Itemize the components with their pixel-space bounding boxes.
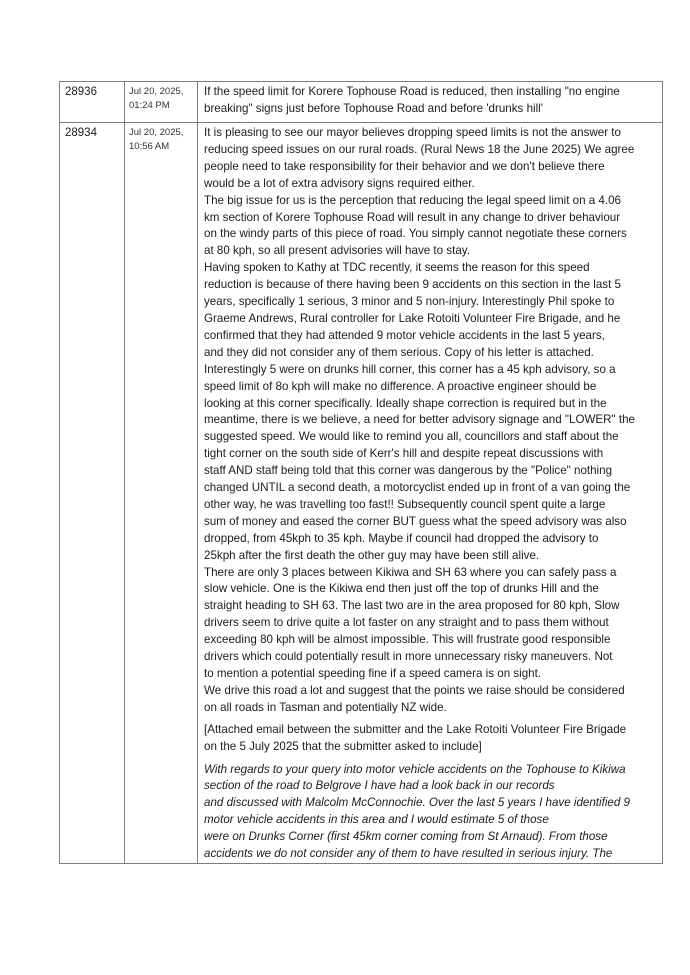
text-line: years, specifically 1 serious, 3 minor and 5 non-injury. Interestingly Phil spoke to bbox=[204, 295, 615, 309]
submission-date: Jul 20, 2025, bbox=[129, 86, 184, 97]
text-line: tight corner on the south side of Kerr's hill and despite repeat discussions with bbox=[204, 447, 604, 461]
text-line: to mention a potential speeding fine if a speed camera is on sight. bbox=[204, 667, 542, 680]
submission-id: 28936 bbox=[65, 86, 97, 98]
text-line: reduction is because of there having been 9 accidents on this section in the last 5 bbox=[204, 278, 621, 292]
submission-id: 28934 bbox=[65, 127, 97, 139]
text-line: drivers seem to drive quite a lot faster on any straight and to pass them without bbox=[204, 616, 609, 630]
text-line: on the 5 July 2025 that the submitter asked to include] bbox=[204, 739, 482, 753]
text-line: exceeding 80 kph will be almost impossible. This will frustrate good responsible bbox=[204, 633, 611, 647]
text-line: looking at this corner specifically. Ideally shape correction is required but in the bbox=[204, 396, 607, 410]
submission-date-cell bbox=[125, 82, 198, 123]
text-line: The big issue for us is the perception that reducing the legal speed limit on a 4.06 bbox=[204, 193, 621, 207]
text-line: motor vehicle accidents in this area and I would estimate 5 of those bbox=[204, 813, 549, 827]
table-row bbox=[60, 123, 663, 864]
text-line: Having spoken to Kathy at TDC recently, it seems the reason for this speed bbox=[204, 261, 590, 275]
submission-id-cell bbox=[60, 82, 125, 123]
text-line: There are only 3 places between Kikiwa and SH 63 where you can safely pass a bbox=[204, 565, 617, 579]
text-line: would be a lot of extra advisory signs required either. bbox=[204, 176, 475, 190]
text-line: section of the road to Belgrove I have had a look back in our records bbox=[204, 779, 555, 793]
text-line: 25kph after the first death the other guy may have been still alive. bbox=[204, 548, 540, 562]
submission-datetime bbox=[125, 123, 197, 154]
submission-date-cell bbox=[125, 123, 198, 864]
submissions-table bbox=[59, 81, 663, 864]
text-line: It is pleasing to see our mayor believes dropping speed limits is not the answer to bbox=[204, 126, 621, 139]
text-line: other way, he was travelling too fast!! Subsequently council spent quite a large bbox=[204, 497, 606, 511]
text-line: slow vehicle. One is the Kikiwa end then just off the top of drunks Hill and the bbox=[204, 582, 599, 596]
submission-text-cell bbox=[198, 123, 663, 864]
submission-text bbox=[198, 82, 662, 118]
text-line: [Attached email between the submitter and the Lake Rotoiti Volunteer Fire Brigade bbox=[204, 722, 627, 736]
text-line: reducing speed issues on our rural roads. (Rural News 18 the June 2025) We agree bbox=[204, 142, 635, 156]
text-line: meantime, there is we believe, a need for better advisory signage and "LOWER" the bbox=[204, 413, 635, 427]
text-line: straight heading to SH 63. The last two are in the area proposed for 80 kph, Slow bbox=[204, 599, 620, 613]
submission-time: 10:56 AM bbox=[129, 141, 170, 152]
submission-main-text bbox=[204, 125, 658, 717]
submission-date: Jul 20, 2025, bbox=[129, 127, 184, 138]
text-line: at 80 kph, so all present advisories will have to stay. bbox=[204, 244, 470, 258]
attached-email-text bbox=[204, 762, 658, 863]
submission-text bbox=[198, 123, 662, 863]
submission-time: 01:24 PM bbox=[129, 100, 170, 111]
text-line: sum of money and eased the corner BUT guess what the speed advisory was also bbox=[204, 514, 627, 528]
table-row bbox=[60, 82, 663, 123]
text-line: dropped, from 45kph to 35 kph. Maybe if council had dropped the advisory to bbox=[204, 531, 599, 545]
text-line: staff AND staff being told that this corner was dangerous by the "Police" nothing bbox=[204, 464, 613, 478]
text-line: and discussed with Malcolm McConnochie. Over the last 5 years I have identified 9 bbox=[204, 796, 630, 810]
submission-datetime bbox=[125, 82, 197, 113]
text-line: km section of Korere Tophouse Road will result in any change to driver behaviour bbox=[204, 210, 621, 224]
text-line: confirmed that they had attended 9 motor vehicle accidents in the last 5 years, bbox=[204, 328, 605, 342]
text-line: changed UNTIL a second death, a motorcyclist ended up in front of a van going the bbox=[204, 481, 631, 495]
text-line: We drive this road a lot and suggest that the points we raise should be considered bbox=[204, 683, 625, 697]
text-line: on all roads in Tasman and potentially NZ wide. bbox=[204, 700, 447, 714]
text-line: suggested speed. We would like to remind you all, councillors and staff about the bbox=[204, 430, 619, 444]
text-line: Graeme Andrews, Rural controller for Lake Rotoiti Volunteer Fire Brigade, and he bbox=[204, 311, 621, 325]
text-line: Interestingly 5 were on drunks hill corner, this corner has a 45 kph advisory, so a bbox=[204, 362, 616, 376]
text-line: people need to take responsibility for their behavior and we don't believe there bbox=[204, 159, 605, 173]
text-line: on the windy parts of this piece of road. You simply cannot negotiate these corners bbox=[204, 227, 627, 241]
submission-text-cell bbox=[198, 82, 663, 123]
text-line: were on Drunks Corner (first 45km corner coming from St Arnaud). From those bbox=[204, 830, 608, 844]
attachment-note bbox=[204, 722, 658, 756]
text-line: accidents we do not consider any of them to have resulted in serious injury. The bbox=[204, 847, 613, 861]
text-line: With regards to your query into motor vehicle accidents on the Tophouse to Kikiwa bbox=[204, 762, 626, 776]
text-line: and they did not consider any of them serious. Copy of his letter is attached. bbox=[204, 345, 594, 359]
text-line: If the speed limit for Korere Tophouse Road is reduced, then installing "no engine bbox=[204, 85, 620, 98]
text-line: breaking" signs just before Tophouse Road and before 'drunks hill' bbox=[204, 101, 543, 115]
text-line: drivers which could potentially result in more unnecessary risky maneuvers. Not bbox=[204, 650, 613, 664]
text-line: speed limit of 8o kph will make no difference. A proactive engineer should be bbox=[204, 379, 597, 393]
submission-id-cell bbox=[60, 123, 125, 864]
